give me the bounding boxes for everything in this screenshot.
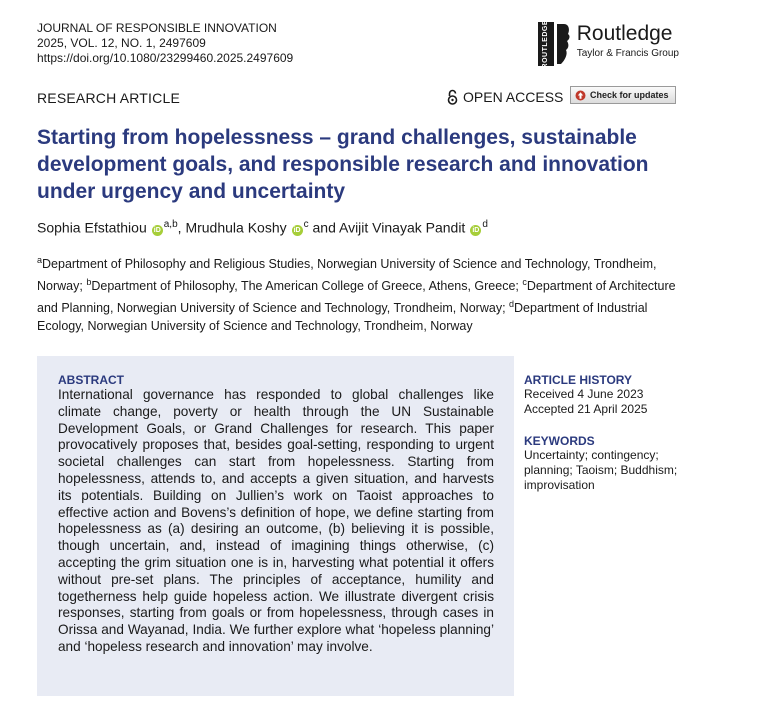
article-sidebar (524, 373, 704, 493)
journal-name: JOURNAL OF RESPONSIBLE INNOVATION (37, 21, 277, 35)
affil-text: Department of Architecture and Planning, Norwegian University of Science and Technology, Trondheim, Norway; (37, 279, 676, 316)
journal-citation: 2025, VOL. 12, NO. 1, 2497609 (37, 36, 206, 50)
affil-label: c (522, 277, 527, 288)
author-affil: a,b (163, 219, 178, 230)
orcid-icon[interactable]: iD (153, 226, 161, 234)
orcid-icon[interactable]: iD (472, 226, 480, 234)
affiliations (37, 251, 687, 335)
check-updates-button[interactable] (570, 86, 676, 104)
abstract-text: International governance has responded to global challenges like climate change, poverty or health through the UN Sustainable Development Goals, or Grand Challenges for research. This paper provocatively proposes that, besides goal-setting, responding to urgent societal challenges can start from hopelessness. Starting from hopelessness, attends to, and accepts a given situation, and harvests its potentials. Building on Jullien’s work on Taoist approaches to effective action and Bovens’s definition of hope, we define starting from hopelessness as (a) desiring an outcome, (b) believing it is possible, though uncertain, and, instead of imagining things otherwise, (c) accepting the grim situation one is in, harvesting what potential it offers without pre-set plans. The principles of acceptance, humility and togetherness help guide hopeless action. We illustrate divergent crisis responses, starting from goals or from hopelessness, through cases in Orissa and Wayanad, India. We further explore what ‘hopeless planning’ and ‘hopeless research and innovation’ may involve. (58, 387, 494, 654)
affil-label: b (86, 277, 92, 288)
author-list (37, 219, 488, 236)
journal-doi[interactable]: https://doi.org/10.1080/23299460.2025.2497609 (37, 51, 294, 65)
affil-label: d (509, 299, 515, 310)
open-access-label: OPEN ACCESS (463, 89, 564, 105)
article-title: Starting from hopelessness – grand challenges, sustainable development goals, and responsible research and innovation under urgency and uncertainty (37, 126, 649, 203)
author-name: Sophia Efstathiou (37, 219, 147, 236)
publisher-group: Taylor & Francis Group (576, 48, 679, 59)
author-affil: d (482, 219, 488, 230)
article-type: RESEARCH ARTICLE (37, 90, 180, 106)
routledge-head-icon (557, 22, 571, 66)
publisher-name: Routledge (576, 22, 673, 45)
history-heading: ARTICLE HISTORY (524, 373, 633, 387)
check-updates-icon (575, 90, 586, 101)
keywords-text: Uncertainty; contingency; planning; Taoism; Buddhism; improvisation (524, 448, 678, 492)
author-affil: c (303, 219, 309, 230)
author-name: Mrudhula Koshy (185, 219, 287, 236)
open-access-badge (447, 89, 563, 105)
author-separator: , (177, 219, 182, 236)
journal-header (37, 21, 293, 66)
check-updates-label: Check for updates (590, 90, 669, 100)
affil-text: Department of Philosophy, The American College of Greece, Athens, Greece; (91, 279, 523, 294)
history-accepted: Accepted 21 April 2025 (524, 402, 648, 416)
affil-label: a (37, 255, 43, 265)
orcid-icon[interactable]: iD (293, 226, 301, 234)
publisher-logo (538, 19, 679, 69)
affil-text: Department of Philosophy and Religious Studies, Norwegian University of Science and Technology, Trondheim, Norway; (37, 257, 657, 294)
abstract-box (37, 356, 514, 696)
publisher-vertical-mark: ROUTLEDGE (538, 22, 554, 66)
author-name: Avijit Vinayak Pandit (338, 219, 466, 236)
history-received: Received 4 June 2023 (524, 387, 644, 401)
author-separator: and (312, 219, 336, 236)
affil-text: Department of Industrial Ecology, Norwegian University of Science and Technology, Trondheim, Norway (37, 301, 648, 334)
keywords-heading: KEYWORDS (524, 434, 595, 448)
abstract-heading: ABSTRACT (58, 373, 124, 387)
open-access-lock-icon (447, 89, 458, 105)
